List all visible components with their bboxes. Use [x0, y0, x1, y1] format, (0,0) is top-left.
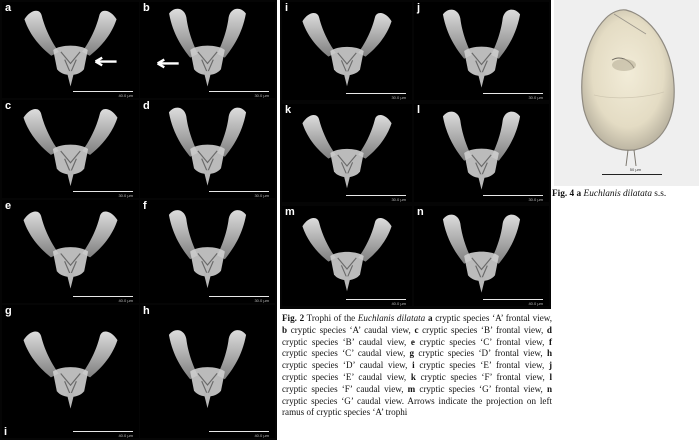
caption-item-letter: n	[542, 383, 552, 394]
caption-item-text: cryptic species ‘A’ caudal view,	[290, 324, 411, 335]
scale-text: 30.0 µm	[528, 95, 543, 100]
caption-item-text: cryptic species ‘C’ frontal view,	[419, 336, 545, 347]
caption-item-text: cryptic species ‘G’ caudal view.	[282, 395, 405, 406]
caption-item-letter: l	[544, 371, 552, 382]
scale-bar	[346, 93, 406, 94]
trophi-image	[414, 206, 549, 306]
trophi-image	[282, 206, 412, 306]
caption-item-letter: j	[544, 360, 553, 371]
caption-item-text: cryptic species ‘A’ frontal view,	[435, 313, 552, 323]
caption-item-letter: a	[427, 313, 436, 323]
caption-item-letter: d	[543, 324, 552, 335]
scale-text: 30.0 µm	[254, 193, 269, 198]
fig4-caption	[552, 189, 700, 200]
trophi-image	[140, 2, 275, 98]
fig2-panel-b	[140, 2, 275, 98]
scale-text: 40.0 µm	[118, 433, 133, 438]
fig2-panel-n	[414, 206, 549, 306]
scale-bar	[346, 299, 406, 300]
scale-text: 40.0 µm	[118, 93, 133, 98]
panel-label: g	[5, 305, 12, 317]
scale-bar	[73, 91, 133, 92]
caption-item-letter: i	[407, 360, 420, 371]
scale-text: 40.0 µm	[391, 301, 406, 306]
trophi-image	[414, 2, 549, 100]
caption-item-text: cryptic species ‘B’ caudal view,	[282, 336, 407, 347]
caption-item-letter: h	[542, 348, 552, 359]
scale-text: 30.0 µm	[391, 95, 406, 100]
scale-bar	[209, 191, 269, 192]
caption-item-letter: b	[282, 324, 291, 335]
fig4-caption-label: Fig. 4	[552, 189, 575, 199]
scale-bar	[483, 299, 543, 300]
scale-bar	[73, 191, 133, 192]
caption-item-text: cryptic species ‘D’ caudal view,	[282, 360, 408, 371]
fig2-panel-a	[2, 2, 139, 98]
panel-label: f	[143, 200, 147, 212]
scale-bar	[209, 91, 269, 92]
scale-text: 30.0 µm	[528, 197, 543, 202]
fig2-left-plate	[0, 0, 277, 440]
fig2-caption-label: Fig. 2	[282, 313, 305, 323]
scale-bar	[209, 296, 269, 297]
fig2-caption	[282, 313, 552, 419]
fig2-panel-l	[414, 104, 549, 202]
scale-bar	[346, 195, 406, 196]
trophi-image	[2, 100, 139, 198]
fig4-caption-suffix: s.s.	[654, 189, 667, 199]
caption-item-text: cryptic species ‘F’ caudal view,	[282, 383, 404, 394]
fig2-right-plate	[280, 0, 551, 309]
fig2-bottom-label: i	[4, 426, 8, 438]
scale-text: 40.0 µm	[528, 301, 543, 306]
fig2-caption-tail: Arrows indicate the projection on left ramus of cryptic species ‘A’ trophi	[282, 395, 552, 418]
scale-bar	[483, 93, 543, 94]
caption-item-letter: c	[410, 324, 423, 335]
caption-item-letter: e	[406, 336, 420, 347]
caption-item-text: cryptic species ‘C’ caudal view,	[282, 348, 406, 359]
fig2-panel-e	[2, 200, 139, 303]
fig4-caption-letter: a	[576, 189, 582, 199]
caption-item-text: cryptic species ‘E’ frontal view,	[419, 360, 545, 371]
fig4-caption-species: Euchlanis dilatata	[583, 189, 652, 199]
fig2-panel-c	[2, 100, 139, 198]
scale-text: 30.0 µm	[391, 197, 406, 202]
panel-label: j	[417, 2, 421, 14]
trophi-image	[140, 305, 275, 438]
scale-text: 40.0 µm	[254, 433, 269, 438]
scale-bar	[73, 296, 133, 297]
scale-bar	[209, 431, 269, 432]
caption-item-letter: k	[406, 371, 421, 382]
panel-label: d	[143, 100, 150, 112]
panel-label: c	[5, 100, 12, 112]
fig4-scale-text: 50 µm	[629, 167, 641, 172]
panel-label: a	[5, 2, 12, 14]
trophi-image	[2, 2, 139, 98]
scale-text: 40.0 µm	[118, 298, 133, 303]
trophi-image	[282, 104, 412, 202]
caption-item-text: cryptic species ‘F’ frontal view,	[420, 371, 545, 382]
panel-label: b	[143, 2, 150, 14]
scale-text: 30.0 µm	[254, 298, 269, 303]
fig2-caption-species: Euchlanis dilatata	[357, 313, 426, 323]
fig2-panel-m	[282, 206, 412, 306]
trophi-image	[282, 2, 412, 100]
trophi-image	[2, 305, 139, 438]
trophi-image	[414, 104, 549, 202]
panel-label: k	[285, 104, 292, 116]
rotifer-body-image	[554, 0, 699, 186]
fig2-caption-intro: Trophi of the	[306, 313, 356, 323]
panel-label: m	[285, 206, 295, 218]
scale-bar	[73, 431, 133, 432]
caption-item-letter: g	[405, 348, 419, 359]
panel-label: h	[143, 305, 150, 317]
fig2-panel-f	[140, 200, 275, 303]
caption-item-text: cryptic species ‘E’ caudal view,	[282, 371, 407, 382]
trophi-image	[140, 100, 275, 198]
scale-text: 30.0 µm	[118, 193, 133, 198]
scale-text: 30.0 µm	[254, 93, 269, 98]
fig2-panel-d	[140, 100, 275, 198]
caption-item-letter: f	[544, 336, 552, 347]
caption-item-text: cryptic species ‘B’ frontal view,	[422, 324, 544, 335]
fig2-panel-g	[2, 305, 139, 438]
panel-label: n	[417, 206, 424, 218]
scale-bar	[483, 195, 543, 196]
panel-label: l	[417, 104, 421, 116]
trophi-image	[140, 200, 275, 303]
fig2-panel-i	[282, 2, 412, 100]
fig2-panel-j	[414, 2, 549, 100]
caption-item-text: cryptic species ‘D’ frontal view,	[418, 348, 543, 359]
fig2-panel-k	[282, 104, 412, 202]
panel-label: e	[5, 200, 12, 212]
trophi-image	[2, 200, 139, 303]
caption-item-text: cryptic species ‘G’ frontal view,	[419, 383, 543, 394]
fig2-panel-h	[140, 305, 275, 438]
panel-label: i	[285, 2, 289, 14]
fig4-micrograph	[554, 0, 699, 186]
caption-item-letter: m	[403, 383, 420, 394]
